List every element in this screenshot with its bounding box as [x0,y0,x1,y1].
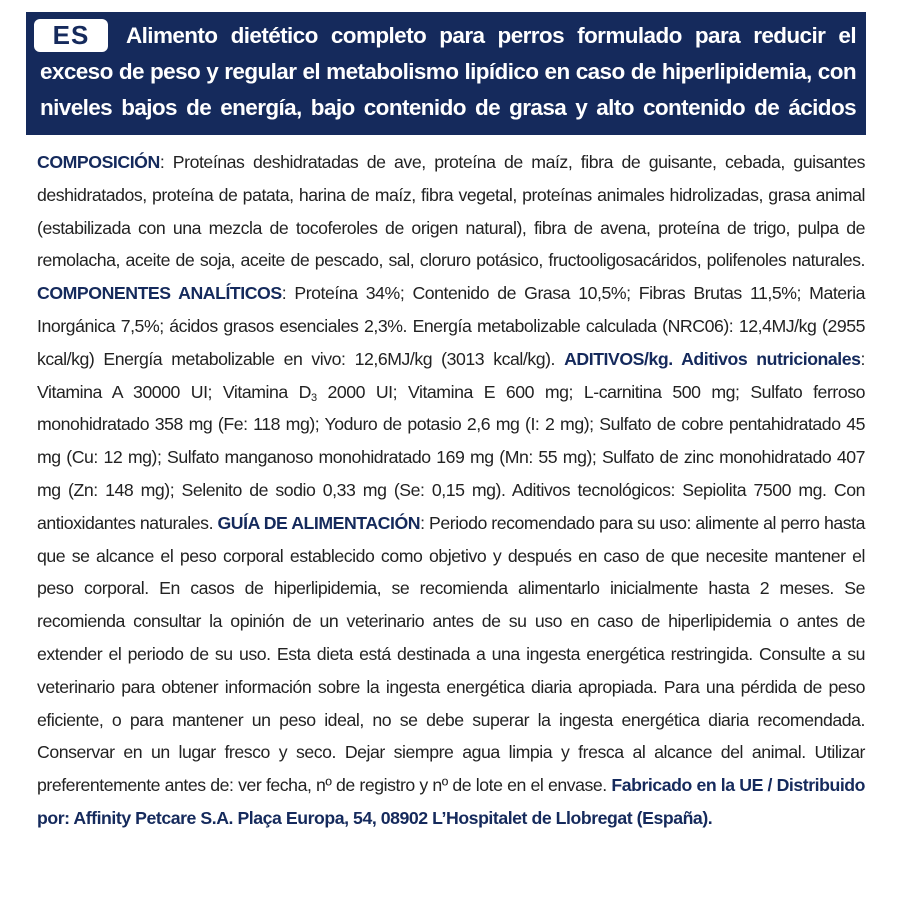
composition-text: : Proteínas deshidratadas de ave, proteína de maíz, fibra de guisante, cebada, guisantes deshidratados, proteína de patata, harina de maíz, fibra vegetal, proteínas animales hidrolizadas, grasa animal (estabilizada con una mezcla de tocoferoles de origen natural), fibra de avena, proteína de trigo, pulpa de remolacha, aceite de soja, aceite de pescado, sal, cloruro potásico, fructooligosacáridos, polifenoles naturales. [37,152,865,271]
analytical-label: COMPONENTES ANALÍTICOS [37,283,282,304]
composition-label: COMPOSICIÓN [37,152,160,172]
feeding-text: : Periodo recomendado para su uso: alimente al perro hasta que se alcance el peso corporal establecido como objetivo y después en caso de que necesite mantener el peso corporal. En casos de hiperlipidemia, se recomienda alimentarlo inicialmente hasta 2 meses. Se recomienda consultar la opinión de un veterinario antes de su uso en caso de hiperlipidemia o antes de extender el periodo de su uso. Esta dieta está destinada a una ingesta energética restringida. Consulte a su veterinario para obtener información sobre la ingesta energética diaria apropiada. Para una pérdida de peso eficiente, o para mantener un peso ideal, no se debe superar la ingesta energética diaria recomendada. Conservar en un lugar fresco y seco. Dejar siempre agua limpia y fresca al alcance del animal. Utilizar preferentemente antes de: ver fecha, nº de registro y nº de lote en el envase. [37,512,865,796]
additives-label: ADITIVOS/kg. Aditivos nutricionales [564,348,861,369]
additives-text-a: : Vitamina A 30000 UI; Vitamina D [37,348,865,402]
header-banner [26,12,866,156]
feeding-label: GUÍA DE ALIMENTACIÓN [217,512,421,533]
product-description: Alimento dietético completo para perros formulado para reducir el exceso de peso y regular el metabolismo lipídico en caso de hiperlipidemia, con niveles bajos de energía, bajo contenido de grasa y alto contenido de ácidos grasos esenciales. [40,23,856,156]
additives-text-b: 2000 UI; Vitamina E 600 mg; L-carnitina 500 mg; Sulfato ferroso monohidratado 358 mg (Fe: 118 mg); Yoduro de potasio 2,6 mg (I: 2 mg); Sulfato de cobre pentahidratado 45 mg (Cu: 12 mg); Sulfato manganoso monohidratado 169 mg (Mn: 55 mg); Sulfato de zinc monohidratado 407 mg (Zn: 148 mg); Selenito de sodio 0,33 mg (Se: 0,15 mg). Aditivos tecnológicos: Sepiolita 7500 mg. Con antioxidantes naturales. [37,381,865,533]
label-body [37,146,865,835]
language-badge: ES [34,19,108,52]
vitamin-d-subscript: 3 [310,391,317,404]
manufacturer-text: Fabricado en la UE / Distribuido por: Affinity Petcare S.A. Plaça Europa, 54, 08902 L’Hospitalet de Llobregat (España). [37,775,866,828]
analytical-text: : Proteína 34%; Contenido de Grasa 10,5%; Fibras Brutas 11,5%; Materia Inorgánica 7,5%; ácidos grasos esenciales 2,3%. Energía metabolizable calculada (NRC06): 12,4MJ/kg (2955 kcal/kg) Energía metabolizable en vivo: 12,6MJ/kg (3013 kcal/kg). [37,283,865,369]
